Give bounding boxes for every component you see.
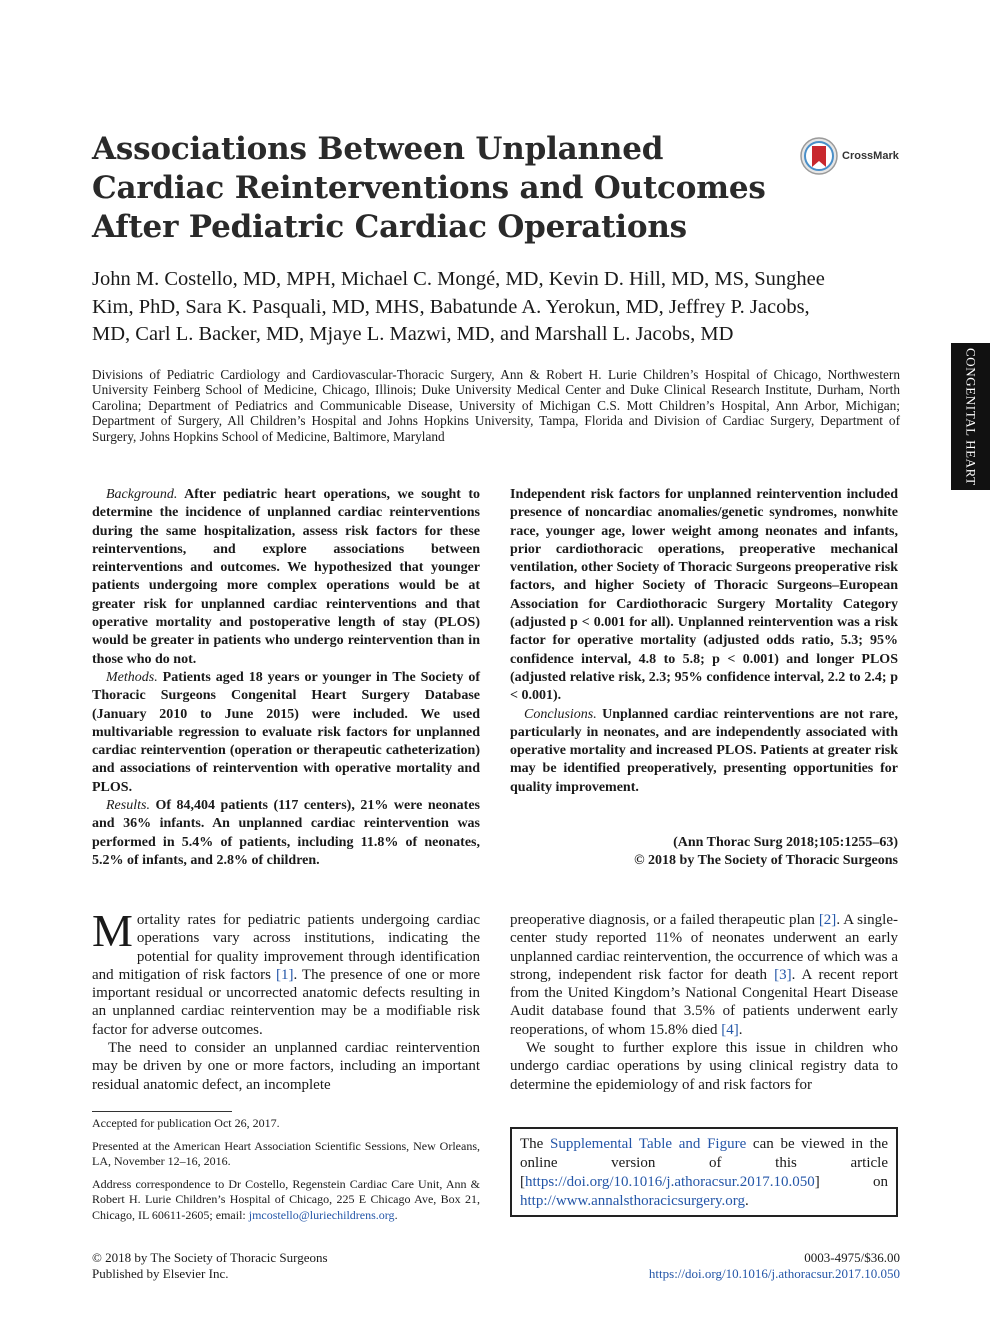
footnote-presented: Presented at the American Heart Association Scientific Sessions, New Orleans, LA, November 12–16, 2016. [92, 1138, 480, 1168]
results-label: Results. [106, 798, 150, 814]
footer-right [560, 1250, 900, 1281]
footnote-accepted: Accepted for publication Oct 26, 2017. [92, 1116, 280, 1130]
article-title: Associations Between Unplanned Cardiac Reinterventions and Outcomes After Pediatric Cardiac Operations [92, 131, 766, 245]
affiliations: Divisions of Pediatric Cardiology and Cardiovascular-Thoracic Surgery, Ann & Robert H. Lurie Children’s Hospital of Chicago, Northwestern University Feinberg School of Medicine, Chicago, Illinois; Duke University Medical Center and Duke Clinical Research Institute, Durham, North Carolina; Department of Pediatrics and Communicable Disease, University of Michigan C.S. Mott Children’s Hospital, Ann Arbor, Michigan; Department of Surgery, All Children’s Hospital and Johns Hopkins University, Tampa, Florida and Division of Cardiac Surgery, Department of Surgery, Johns Hopkins School of Medicine, Baltimore, Maryland [92, 367, 900, 444]
footnotes [92, 1116, 480, 1230]
abstract-results [92, 797, 480, 870]
crossmark-badge[interactable] [800, 136, 910, 176]
body-text-3: preoperative diagnosis, or a failed therapeutic plan [510, 912, 819, 928]
body-paragraph-4: We sought to further explore this issue in children who undergo cardiac operations by using clinical registry data to determine the epidemiology of and risk factors for [510, 1040, 898, 1093]
side-tab-label: CONGENITAL HEART [963, 347, 979, 486]
crossmark-label: CrossMark [842, 150, 899, 162]
methods-text: Patients aged 18 years or younger in The Society of Thoracic Surgeons Congenital Heart Surgery Database (January 2010 to June 2015) were included. We used multivariable regression to evaluate risk factors for unplanned cardiac reintervention (operation or therapeutic catheterization) and associations of reintervention with operative mortality and PLOS. [92, 669, 480, 795]
abstract-background [92, 486, 480, 669]
supplemental-info-box [510, 1127, 898, 1217]
body-text-1: ortality rates for pediatric patients undergoing cardiac operations vary across institutions, indicating the potential for quality improvement through identification and mitigation of risk factors [92, 912, 480, 983]
supplemental-table-link[interactable]: Supplemental Table and Figure [550, 1136, 747, 1152]
footnote-divider [92, 1111, 232, 1112]
conclusions-text: Unplanned cardiac reinterventions are not rare, particularly in neonates, and are independently associated with operative mortality and increased PLOS. Patients at greater risk may be identified preoperatively, presenting opportunities for quality improvement. [510, 706, 898, 795]
reference-link-2[interactable]: [2] [818, 912, 837, 928]
supp-text-1: The [520, 1136, 551, 1152]
body-text-1b: . The presence of one or more important residual or uncorrected anatomic defects resulting in an unplanned cardiac reintervention may be a modifiable risk factor for adverse outcomes. [92, 966, 480, 1038]
author-list: John M. Costello, MD, MPH, Michael C. Mongé, MD, Kevin D. Hill, MD, MS, Sunghee Kim, PhD, Sara K. Pasquali, MD, MHS, Babatunde A. Yerokun, MD, Jeffrey P. Jacobs, MD, Carl L. Backer, MD, Mjaye L. Mazwi, MD, and Marshall L. Jacobs, MD [92, 268, 825, 345]
body-text-3c: . A recent report from the United Kingdom’s National Congenital Heart Disease Audit database found that 3.5% of patients underwent early reoperations, of whom 15.8% died [510, 966, 898, 1038]
body-left-column [92, 905, 480, 1094]
footer-issn: 0003-4975/$36.00 [804, 1250, 900, 1265]
abstract-left-column [92, 486, 480, 870]
crossmark-icon [800, 137, 838, 175]
supp-text-4: . [744, 1193, 749, 1209]
background-label: Background. [106, 487, 178, 502]
abstract-results-continued: Independent risk factors for unplanned reintervention included presence of noncardiac anomalies/genetic syndromes, nonwhite race, younger age, lower weight among neonates and infants, prior cardiothoracic operations, preoperative mechanical ventilation, other Society of Thoracic Surgeons preoperative risk factors, and higher Society of Thoracic Surgeons–European Association for Cardiothoracic Surgery Mortality Category (adjusted p < 0.001 for all). Unplanned reintervention was a risk factor for operative mortality (adjusted odds ratio, 5.3; 95% confidence interval, 4.8 to 5.8; p < 0.001) and longer PLOS (adjusted relative risk, 2.3; 95% confidence interval, 2.2 to 2.4; p < 0.001). [510, 487, 898, 704]
supp-text-2: can be viewed in the online version of this article [ [520, 1136, 888, 1190]
footer-copyright: © 2018 by The Society of Thoracic Surgeons [92, 1250, 328, 1265]
footer-doi-link[interactable]: https://doi.org/10.1016/j.athoracsur.2017.10.050 [648, 1265, 900, 1281]
reference-link-3[interactable]: [3] [774, 966, 792, 983]
reference-link-1[interactable]: [1] [275, 966, 294, 983]
journal-citation [510, 834, 898, 871]
citation-line: (Ann Thorac Surg 2018;105:1255–63) [673, 835, 898, 850]
background-text: After pediatric heart operations, we sought to determine the incidence of unplanned cardiac reinterventions during the same hospitalization, assess risk factors for these reinterventions, and explore associations between reinterventions and outcomes. We hypothesized that younger patients undergoing more complex operations would be at greater risk for unplanned cardiac reinterventions and that operative mortality and postoperative length of stay (PLOS) would be greater in patients who undergo reintervention than in those who do not. [92, 487, 480, 667]
body-text-3d: . [738, 1021, 743, 1038]
footnote-address [92, 1177, 480, 1224]
body-text-3b: . A single-center study reported 11% of neonates underwent an early unplanned cardiac reintervention, the occurrence of which was a strong, independent risk factor for death [510, 912, 898, 983]
body-paragraph-1 [92, 905, 480, 1039]
copyright-line: © 2018 by The Society of Thoracic Surgeons [634, 853, 898, 869]
methods-label: Methods. [106, 669, 158, 685]
doi-link[interactable]: https://doi.org/10.1016/j.athoracsur.2017.10.050 [525, 1174, 815, 1190]
address-text: Address correspondence to Dr Costello, Regenstein Cardiac Care Unit, Ann & Robert H. Lurie Children’s Hospital of Chicago, 225 E Chicago Ave, Box 21, Chicago, IL 60611-2605; email: [92, 1176, 480, 1222]
conclusions-label: Conclusions. [524, 706, 597, 722]
footer-publisher: Published by Elsevier Inc. [92, 1265, 229, 1281]
supp-text-3: ] on [814, 1174, 888, 1190]
footer-left [92, 1250, 492, 1281]
abstract-methods [92, 669, 480, 797]
body-paragraph-2: The need to consider an unplanned cardiac reintervention may be driven by one or more factors, including an important residual anatomic defect, an incomplete [92, 1040, 480, 1093]
results-text: Of 84,404 patients (117 centers), 21% were neonates and 36% infants. An unplanned cardiac reintervention was performed in 5.4% of patients, including 11.8% of neonates, 5.2% of infants, and 2.8% of children. [92, 798, 480, 868]
abstract-conclusions [510, 706, 898, 797]
address-end: . [394, 1207, 398, 1222]
correspondence-email-link[interactable]: jmcostello@luriechildrens.org [248, 1207, 395, 1222]
abstract-right-column [510, 486, 898, 797]
journal-website-link[interactable]: http://www.annalsthoracicsurgery.org [520, 1193, 745, 1209]
body-right-column [510, 911, 898, 1094]
section-side-tab [951, 343, 990, 490]
drop-cap: M [92, 905, 133, 956]
body-paragraph-3 [510, 911, 898, 1039]
reference-link-4[interactable]: [4] [721, 1021, 739, 1038]
